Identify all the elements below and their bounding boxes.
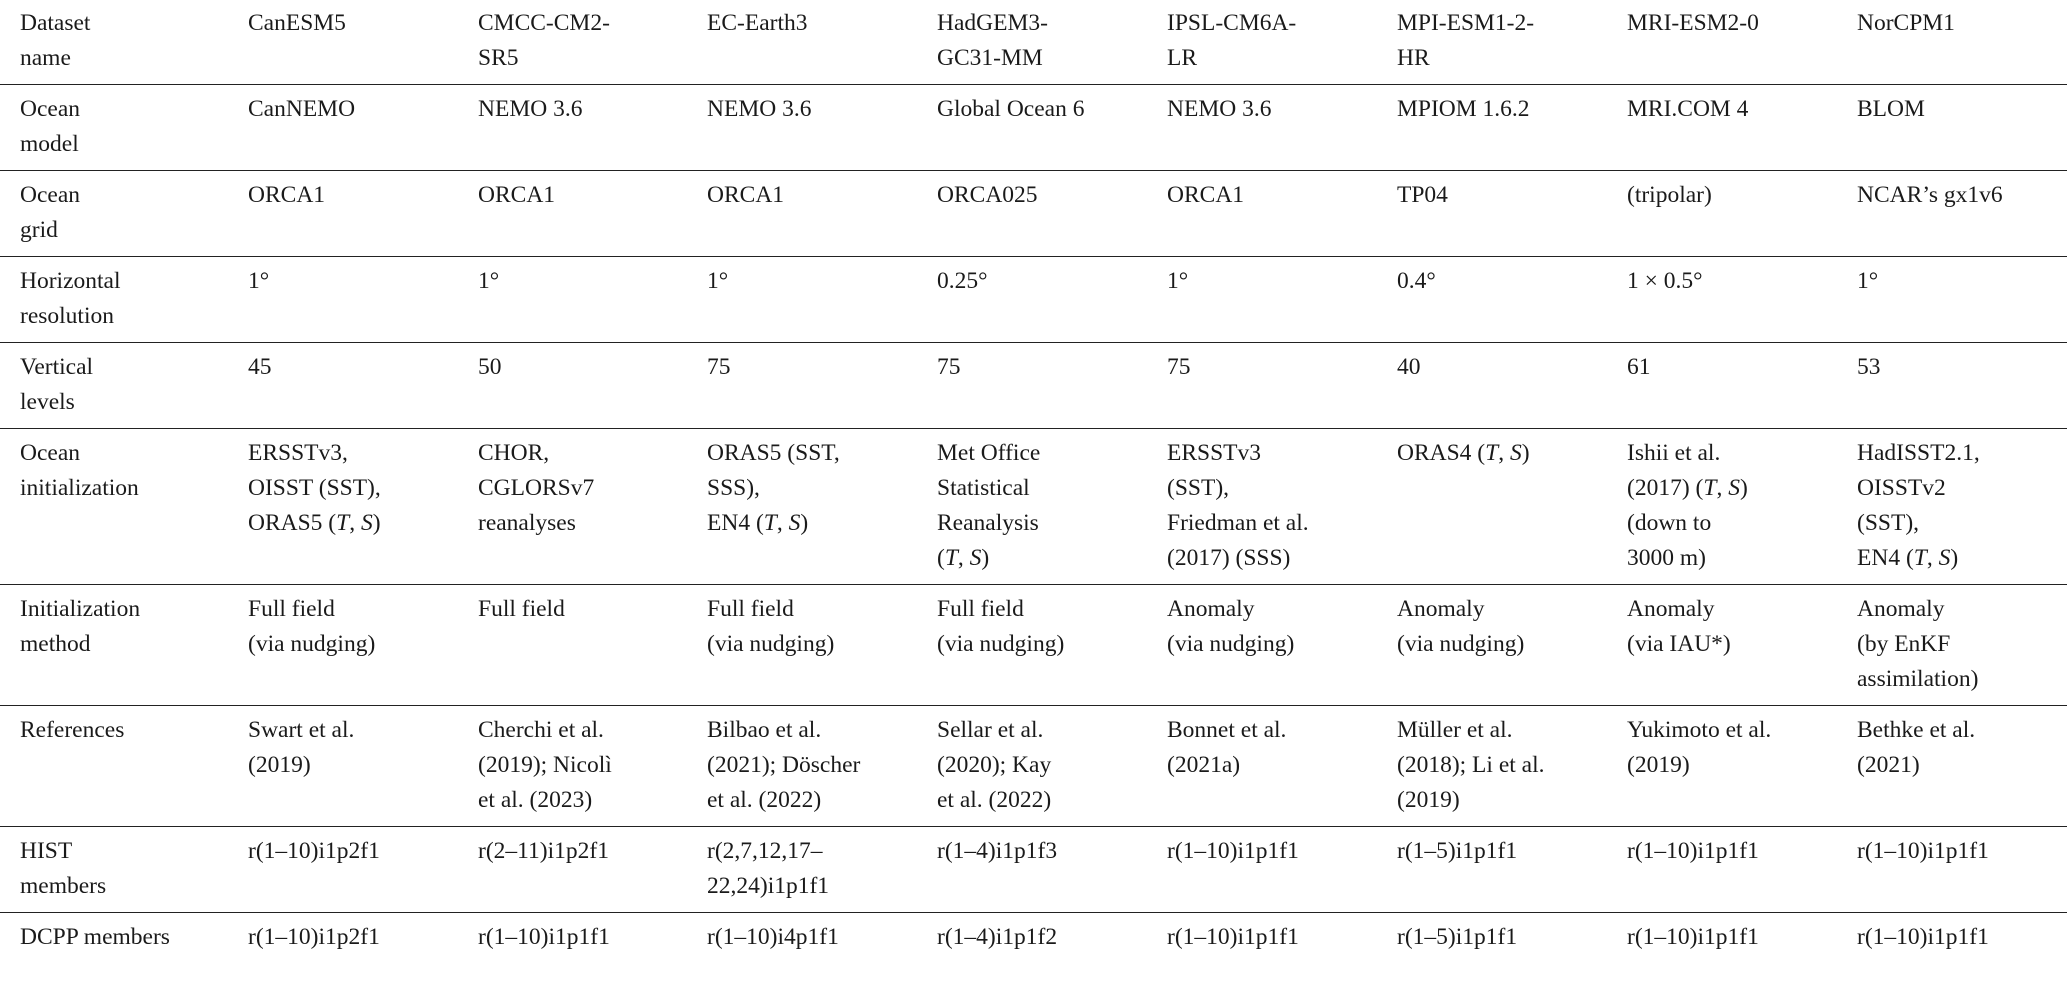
- table-row: [0, 171, 2067, 257]
- table-cell-line: (2017) (T, S): [1627, 475, 1748, 501]
- table-cell-line: NCAR’s gx1v6: [1857, 182, 2003, 208]
- table-cell-line: (2017) (SSS): [1167, 545, 1291, 571]
- table-cell: [248, 827, 478, 913]
- table-cell-line: (2019): [248, 752, 311, 778]
- table-cell-line: 75: [707, 354, 731, 380]
- table-cell-line: (via nudging): [937, 631, 1065, 657]
- table-row: [0, 0, 2067, 85]
- table-cell-line: EN4 (T, S): [1857, 545, 1959, 571]
- table-cell: [937, 585, 1167, 706]
- table-cell-line: 75: [937, 354, 961, 380]
- table-cell-line: (2020); Kay: [937, 752, 1052, 778]
- table-cell-line: Friedman et al.: [1167, 510, 1309, 536]
- row-label-line: DCPP members: [20, 924, 170, 950]
- table-cell-line: r(1–4)i1p1f2: [937, 924, 1058, 950]
- row-label-line: model: [20, 131, 79, 157]
- table-cell-line: (SST),: [1857, 510, 1920, 536]
- table-cell: [1167, 585, 1397, 706]
- table-cell: [1627, 171, 1857, 257]
- table-cell-line: r(2–11)i1p2f1: [478, 838, 609, 864]
- row-label-line: Dataset: [20, 10, 91, 36]
- table-cell: [1397, 85, 1627, 171]
- table-cell: [478, 827, 707, 913]
- table-cell-line: r(1–4)i1p1f3: [937, 838, 1058, 864]
- table-cell-line: ORAS5 (T, S): [248, 510, 381, 536]
- table-cell: [248, 257, 478, 343]
- table-cell-line: r(1–5)i1p1f1: [1397, 924, 1518, 950]
- table-cell: [1397, 343, 1627, 429]
- table-cell-line: 53: [1857, 354, 1881, 380]
- table-cell-line: r(1–10)i1p1f1: [1857, 838, 1989, 864]
- table-cell: [478, 85, 707, 171]
- table-cell-line: assimilation): [1857, 666, 1979, 692]
- table-cell-line: r(1–10)i1p1f1: [1167, 924, 1299, 950]
- row-label-line: members: [20, 873, 107, 899]
- table-cell: [707, 429, 937, 585]
- table-cell-line: (2021a): [1167, 752, 1241, 778]
- table-cell-line: CHOR,: [478, 440, 550, 466]
- table-cell: [478, 257, 707, 343]
- table-cell: [1627, 827, 1857, 913]
- row-label-line: HIST: [20, 838, 73, 864]
- table-cell: [937, 343, 1167, 429]
- table-cell: [1397, 0, 1627, 85]
- row-label-line: References: [20, 717, 125, 743]
- table-cell-line: LR: [1167, 45, 1198, 71]
- table-cell-line: 1°: [1857, 268, 1879, 294]
- table-row: [0, 913, 2067, 964]
- table-cell: [248, 429, 478, 585]
- table-cell-line: HadGEM3-: [937, 10, 1048, 36]
- row-label-line: Ocean: [20, 182, 81, 208]
- table-cell: [248, 706, 478, 827]
- table-cell: [1627, 706, 1857, 827]
- table-cell-line: MPIOM 1.6.2: [1397, 96, 1530, 122]
- table-cell-line: ORAS5 (SST,: [707, 440, 840, 466]
- table-row: [0, 585, 2067, 706]
- table-cell: [248, 343, 478, 429]
- table-cell-line: (via nudging): [248, 631, 376, 657]
- table-cell-line: ORCA025: [937, 182, 1038, 208]
- table-cell-line: (2021): [1857, 752, 1920, 778]
- table-cell-line: Anomaly: [1397, 596, 1485, 622]
- table-cell-line: SR5: [478, 45, 519, 71]
- table-cell-line: r(1–10)i1p1f1: [478, 924, 610, 950]
- table-cell-line: Ishii et al.: [1627, 440, 1721, 466]
- table-cell-line: 75: [1167, 354, 1191, 380]
- table-cell-line: (tripolar): [1627, 182, 1712, 208]
- table-cell-line: Bethke et al.: [1857, 717, 1976, 743]
- table-cell: [1167, 913, 1397, 964]
- table-cell: [1167, 0, 1397, 85]
- row-label-line: name: [20, 45, 71, 71]
- table-cell: [937, 85, 1167, 171]
- table-cell: [937, 429, 1167, 585]
- table-row: [0, 827, 2067, 913]
- table-cell: [478, 706, 707, 827]
- table-cell: [1857, 343, 2067, 429]
- table-cell-line: HadISST2.1,: [1857, 440, 1980, 466]
- table-cell: [1167, 171, 1397, 257]
- table-cell-line: et al. (2022): [937, 787, 1052, 813]
- table-cell: [1857, 257, 2067, 343]
- table-row: [0, 85, 2067, 171]
- row-label: [0, 257, 248, 343]
- table-cell: [1397, 171, 1627, 257]
- table-cell: [1627, 913, 1857, 964]
- table-cell-line: 22,24)i1p1f1: [707, 873, 830, 899]
- table-cell: [707, 827, 937, 913]
- table-cell-line: MRI-ESM2-0: [1627, 10, 1759, 36]
- table-cell: [1627, 257, 1857, 343]
- table-cell: [248, 0, 478, 85]
- table-cell: [937, 257, 1167, 343]
- table-cell-line: TP04: [1397, 182, 1448, 208]
- table-cell-line: (via IAU*): [1627, 631, 1731, 657]
- table-cell: [1857, 171, 2067, 257]
- table-cell-line: OISST (SST),: [248, 475, 381, 501]
- row-label: [0, 343, 248, 429]
- table-cell-line: ORCA1: [248, 182, 326, 208]
- table-cell: [707, 343, 937, 429]
- table-cell: [937, 171, 1167, 257]
- table-cell-line: r(1–10)i1p2f1: [248, 924, 380, 950]
- row-label: [0, 585, 248, 706]
- table-cell-line: ORCA1: [478, 182, 556, 208]
- table-cell-line: r(1–5)i1p1f1: [1397, 838, 1518, 864]
- table-cell: [1167, 706, 1397, 827]
- table-cell-line: Sellar et al.: [937, 717, 1044, 743]
- table-cell-line: 40: [1397, 354, 1421, 380]
- table-cell-line: CMCC-CM2-: [478, 10, 610, 36]
- table-cell: [478, 171, 707, 257]
- table-cell-line: r(1–10)i1p1f1: [1627, 838, 1759, 864]
- row-label-line: Vertical: [20, 354, 94, 380]
- table-cell-line: 0.4°: [1397, 268, 1436, 294]
- table-cell-line: IPSL-CM6A-: [1167, 10, 1297, 36]
- table-cell: [1167, 85, 1397, 171]
- table-cell-line: r(1–10)i1p1f1: [1167, 838, 1299, 864]
- table-cell-line: NEMO 3.6: [1167, 96, 1272, 122]
- table-cell: [937, 827, 1167, 913]
- table-cell: [937, 0, 1167, 85]
- row-label-line: resolution: [20, 303, 114, 329]
- table-cell-line: ERSSTv3,: [248, 440, 348, 466]
- table-cell-line: Müller et al.: [1397, 717, 1513, 743]
- table-cell: [707, 0, 937, 85]
- row-label: [0, 429, 248, 585]
- table-cell: [707, 85, 937, 171]
- row-label-line: levels: [20, 389, 75, 415]
- table-cell-line: Swart et al.: [248, 717, 355, 743]
- table-cell: [1397, 257, 1627, 343]
- table-cell-line: OISSTv2: [1857, 475, 1946, 501]
- table-cell-line: Bilbao et al.: [707, 717, 822, 743]
- table-cell: [1627, 0, 1857, 85]
- table-cell-line: (T, S): [937, 545, 990, 571]
- row-label-line: Ocean: [20, 96, 81, 122]
- table-cell: [248, 913, 478, 964]
- table-cell-line: EC-Earth3: [707, 10, 808, 36]
- table-cell: [707, 257, 937, 343]
- row-label-line: method: [20, 631, 91, 657]
- table-cell-line: Anomaly: [1857, 596, 1945, 622]
- table-cell-line: Anomaly: [1627, 596, 1715, 622]
- row-label-line: Ocean: [20, 440, 81, 466]
- table-cell: [478, 585, 707, 706]
- table-cell: [1857, 0, 2067, 85]
- table-cell-line: (down to: [1627, 510, 1712, 536]
- table-cell-line: 0.25°: [937, 268, 988, 294]
- table-cell-line: (by EnKF: [1857, 631, 1951, 657]
- table-cell-line: 1°: [707, 268, 729, 294]
- table-cell-line: MPI-ESM1-2-: [1397, 10, 1535, 36]
- table-cell-line: (2019): [1627, 752, 1690, 778]
- table-cell-line: Global Ocean 6: [937, 96, 1085, 122]
- table-cell: [1857, 827, 2067, 913]
- table-cell: [1627, 85, 1857, 171]
- row-label: [0, 706, 248, 827]
- table-cell: [1627, 429, 1857, 585]
- table-cell-line: r(2,7,12,17–: [707, 838, 823, 864]
- table-cell-line: (via nudging): [707, 631, 835, 657]
- table-cell-line: SSS),: [707, 475, 760, 501]
- table-cell-line: CanNEMO: [248, 96, 356, 122]
- table-cell: [1627, 343, 1857, 429]
- table-cell-line: 1°: [248, 268, 270, 294]
- table-cell: [478, 343, 707, 429]
- table-cell: [707, 171, 937, 257]
- table-cell: [1857, 429, 2067, 585]
- table-cell-line: et al. (2022): [707, 787, 822, 813]
- table-cell-line: HR: [1397, 45, 1430, 71]
- table-cell-line: ERSSTv3: [1167, 440, 1262, 466]
- table-cell-line: BLOM: [1857, 96, 1925, 122]
- row-label-line: initialization: [20, 475, 139, 501]
- table-cell: [1167, 827, 1397, 913]
- table-cell: [707, 706, 937, 827]
- table-cell-line: r(1–10)i4p1f1: [707, 924, 839, 950]
- table-cell: [1857, 913, 2067, 964]
- table-cell: [1397, 913, 1627, 964]
- table-cell-line: 1°: [478, 268, 500, 294]
- table-cell: [1857, 706, 2067, 827]
- table-row: [0, 257, 2067, 343]
- row-label-line: grid: [20, 217, 58, 243]
- table-cell-line: r(1–10)i1p1f1: [1857, 924, 1989, 950]
- table-cell: [478, 0, 707, 85]
- table-cell-line: NEMO 3.6: [478, 96, 583, 122]
- table-cell-line: Bonnet et al.: [1167, 717, 1287, 743]
- table-cell-line: reanalyses: [478, 510, 576, 536]
- row-label: [0, 85, 248, 171]
- table-cell-line: Full field: [937, 596, 1024, 622]
- table-cell-line: Met Office: [937, 440, 1041, 466]
- table-cell: [248, 585, 478, 706]
- table-cell-line: (2021); Döscher: [707, 752, 861, 778]
- row-label: [0, 0, 248, 85]
- table-cell: [248, 85, 478, 171]
- table-cell-line: NorCPM1: [1857, 10, 1955, 36]
- table-cell-line: CanESM5: [248, 10, 346, 36]
- row-label: [0, 171, 248, 257]
- table-cell-line: 61: [1627, 354, 1651, 380]
- table-cell-line: EN4 (T, S): [707, 510, 809, 536]
- table-cell-line: MRI.COM 4: [1627, 96, 1749, 122]
- table-row: [0, 429, 2067, 585]
- table-cell-line: Full field: [478, 596, 565, 622]
- table-cell: [1167, 343, 1397, 429]
- table-cell-line: 1°: [1167, 268, 1189, 294]
- table-cell: [1397, 429, 1627, 585]
- table-row: [0, 706, 2067, 827]
- row-label-line: Horizontal: [20, 268, 121, 294]
- table-cell-line: Yukimoto et al.: [1627, 717, 1772, 743]
- table-cell: [937, 913, 1167, 964]
- table-cell: [1167, 429, 1397, 585]
- table-cell-line: GC31-MM: [937, 45, 1043, 71]
- table-cell: [1627, 585, 1857, 706]
- table-cell-line: 50: [478, 354, 502, 380]
- table-cell-line: (2019); Nicolì: [478, 752, 612, 778]
- table-cell-line: 3000 m): [1627, 545, 1706, 571]
- table-cell-line: Full field: [707, 596, 794, 622]
- table-cell-line: (2018); Li et al.: [1397, 752, 1545, 778]
- table-cell-line: Cherchi et al.: [478, 717, 604, 743]
- table-cell: [478, 429, 707, 585]
- table-cell-line: (via nudging): [1167, 631, 1295, 657]
- table-cell: [937, 706, 1167, 827]
- table-cell-line: ORAS4 (T, S): [1397, 440, 1530, 466]
- table-cell: [1857, 585, 2067, 706]
- table-cell: [1857, 85, 2067, 171]
- table-cell-line: et al. (2023): [478, 787, 593, 813]
- table-cell-line: ORCA1: [707, 182, 785, 208]
- table-cell-line: NEMO 3.6: [707, 96, 812, 122]
- table-cell-line: Full field: [248, 596, 335, 622]
- row-label-line: Initialization: [20, 596, 141, 622]
- table-cell-line: (via nudging): [1397, 631, 1525, 657]
- table-cell-line: ORCA1: [1167, 182, 1245, 208]
- table-cell-line: r(1–10)i1p2f1: [248, 838, 380, 864]
- table-cell-line: CGLORSv7: [478, 475, 595, 501]
- table-cell-line: Anomaly: [1167, 596, 1255, 622]
- table-cell: [707, 585, 937, 706]
- table-row: [0, 343, 2067, 429]
- table-cell-line: r(1–10)i1p1f1: [1627, 924, 1759, 950]
- table-cell-line: 45: [248, 354, 272, 380]
- table-cell-line: Reanalysis: [937, 510, 1039, 536]
- row-label: [0, 913, 248, 964]
- table-cell: [478, 913, 707, 964]
- table-cell-line: 1 × 0.5°: [1627, 268, 1703, 294]
- table-cell: [1397, 585, 1627, 706]
- table-cell-line: Statistical: [937, 475, 1030, 501]
- table-cell-line: (SST),: [1167, 475, 1230, 501]
- table-cell: [1397, 706, 1627, 827]
- table-cell: [1167, 257, 1397, 343]
- table-cell: [707, 913, 937, 964]
- table-cell-line: (2019): [1397, 787, 1460, 813]
- table-cell: [248, 171, 478, 257]
- table-cell: [1397, 827, 1627, 913]
- row-label: [0, 827, 248, 913]
